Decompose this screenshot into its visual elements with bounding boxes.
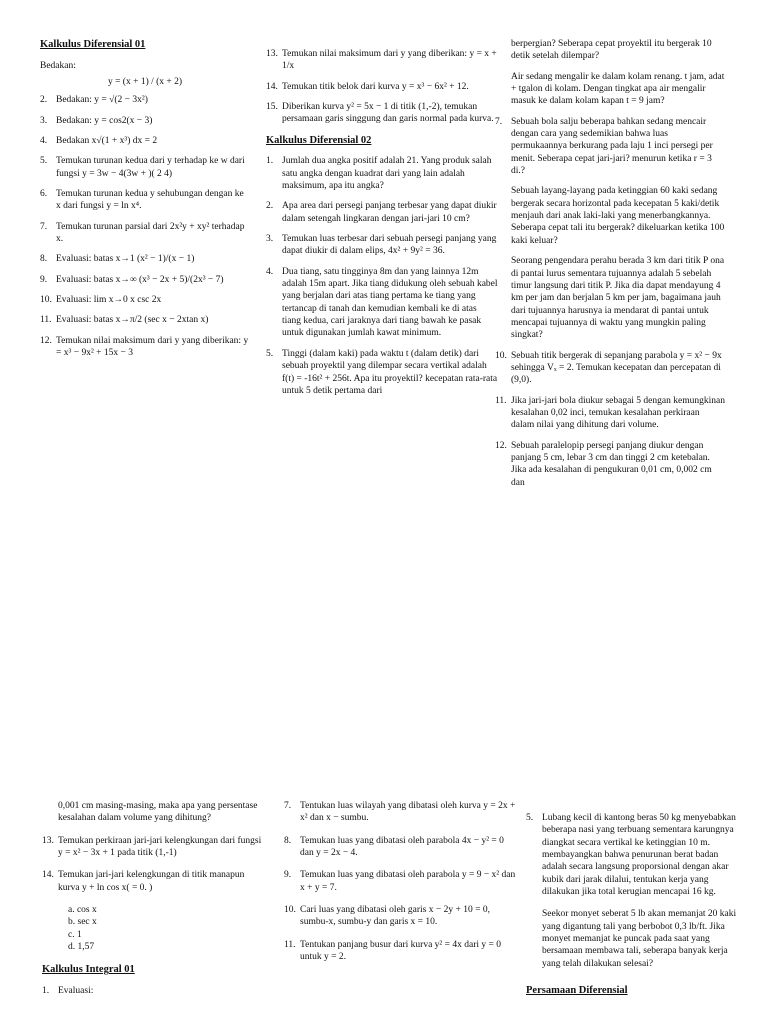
problem-text: Bedakan: y = cos2(x − 3) (56, 115, 153, 126)
problem-number: 1. (42, 986, 50, 997)
problem-item (495, 255, 725, 341)
problem-list (40, 94, 250, 359)
problem-number: 12. (40, 335, 52, 346)
problem-text: Sebuah bola salju beberapa bahkan sedang mencair dengan cara yang sedemikian bahwa luas permukaannya berkurang pada laju 1 inci persegi per menit. Seberapa cepat jari-jari? menurun ketika r = 3 di.? (511, 116, 713, 177)
problem-item (284, 800, 516, 825)
problem-item (266, 348, 498, 397)
problem-list (42, 985, 264, 997)
section-heading: Persamaan Diferensial (526, 985, 628, 997)
problem-text: Temukan luas yang dibatasi oleh parabola 4x − y² = 0 dan y = 2x − 4. (300, 835, 504, 859)
problem-item (495, 71, 725, 108)
problem-text: Tentukan luas wilayah yang dibatasi oleh kurva y = 2x + x² dan x − sumbu. (300, 801, 516, 824)
problem-item (40, 335, 250, 360)
problem-text: Temukan turunan kedua dari y terhadap ke w dari fungsi y = 3w − 4(3w + )( 2 4) (56, 156, 245, 179)
problem-list (495, 71, 725, 489)
problem-item (284, 939, 516, 964)
problem-text: Temukan nilai maksimum dari y yang diberikan: y = x³ − 9x² + 15x − 3 (56, 335, 249, 359)
problem-number: 14. (266, 81, 278, 92)
problem-number: 13. (42, 835, 54, 846)
problem-item (40, 115, 250, 127)
problem-text: Seekor monyet seberat 5 lb akan memanjat 20 kaki yang digantung tali yang berbobot 0,3 lb/ft. Jika monyet memanjat ke puncak pada saat yang bersamaan membawa tali, seberapa banyak kerja yang telah dilakukan selesai? (542, 909, 737, 969)
section-heading: Kalkulus Integral 01 (42, 964, 135, 976)
problem-text: Sebuah paralelopip persegi panjang diukur dengan panjang 5 cm, lebar 3 cm dan tinggi 2 cm ketebalan. Jika ada kesalahan di pengukuran 0,01 cm, 0,002 cm dan (511, 440, 712, 488)
problem-list (266, 48, 498, 126)
problem-number: 10. (40, 295, 52, 306)
answer-options (42, 904, 264, 953)
problem-item (40, 188, 250, 213)
problem-text: Temukan turunan parsial dari 2x²y + xy² terhadap x. (56, 221, 245, 245)
problem-item (40, 135, 250, 147)
problem-list (266, 155, 498, 397)
problem-text: Evaluasi: batas x→π/2 (sec x − 2xtan x) (56, 315, 209, 326)
problem-number: 2. (40, 95, 48, 106)
problem-number: 1. (266, 156, 274, 167)
problem-text: Diberikan kurva y² = 5x − 1 di titik (1,-2), temukan persamaan garis singgung dan garis normal pada kurva. (282, 102, 494, 125)
problem-text: Temukan luas terbesar dari sebuah persegi panjang yang dapat diukir di dalam elips, 4x² + 9y² = 36. (282, 234, 497, 257)
problem-item (266, 266, 498, 340)
problem-text: Cari luas yang dibatasi oleh garis x − 2y + 10 = 0, sumbu-x, sumbu-y dan garis x = 10. (300, 905, 490, 928)
section-heading: Kalkulus Diferensial 02 (266, 134, 372, 146)
problem-text: Sebuah layang-layang pada ketinggian 60 kaki sedang bergerak secara horizontal pada kecepatan 5 kaki/detik menjauh dari anak laki-laki yang menerbangkannya. Seberapa cepat tali itu bergerak? dikeluarkan ketika 100 kaki keluar? (511, 186, 725, 246)
problem-item (495, 116, 725, 178)
problem-number: 7. (495, 116, 503, 127)
problem-number: 6. (40, 189, 48, 200)
problem-text: Tinggi (dalam kaki) pada waktu t (dalam detik) dari sebuah proyektil yang dilempar secara vertikal adalah f(t) = -16t² + 256t. Apa itu proyektil? kecepatan rata-rata untuk 5 detik pertama dari (282, 348, 498, 396)
problem-text: Temukan titik belok dari kurva y = x³ − 6x² + 12. (282, 81, 469, 92)
answer-option: b. sec x (68, 917, 97, 928)
intro-formula: y = (x + 1) / (x + 2) (107, 76, 183, 87)
problem-list (42, 835, 264, 894)
answer-option: d. 1,57 (68, 942, 95, 953)
problem-number: 12. (495, 440, 507, 451)
problem-item (266, 200, 498, 225)
problem-text: Apa area dari persegi panjang terbesar yang dapat diukir dalam setengah lingkaran dengan jari-jari 10 cm? (282, 201, 497, 224)
problem-number: 7. (40, 221, 48, 232)
problem-number: 3. (266, 234, 274, 245)
problem-text: Jumlah dua angka positif adalah 21. Yang produk salah satu angka dengan kuadrat dari yang lain adalah maksimum, apa itu angka? (282, 156, 492, 192)
problem-item (266, 155, 498, 192)
problem-item (40, 314, 250, 326)
problem-text: Air sedang mengalir ke dalam kolam renang. t jam, adat + tgalon di kolam. Dengan tingkat apa air mengalir masuk ke dalam kolam kapan t = 9 jam? (511, 71, 725, 107)
problem-number: 11. (40, 315, 52, 326)
problem-number: 4. (266, 266, 274, 277)
problem-item (495, 440, 725, 489)
answer-option: a. cos x (68, 905, 97, 916)
problem-item (266, 233, 498, 258)
top-column-3 (495, 38, 725, 497)
problem-text: Evaluasi: (58, 986, 94, 997)
problem-text: Seorang pengendara perahu berada 3 km dari titik P ona di pantai lurus sementara tujuannya adalah 5 sebelah timur langsung dari titik P. Jika dia dapat mendayung 4 km per jam dan berjalan 5 km per jam, bagaimana jauh dari tujuannya harusnya ia mendarat di pantai untuk mencapai tujuannya di waktu yang mungkin paling singkat? (511, 256, 725, 341)
problem-number: 9. (40, 274, 48, 285)
problem-item (42, 869, 264, 894)
problem-text: Evaluasi: batas x→1 (x² − 1)/(x − 1) (56, 254, 195, 265)
problem-number: 14. (42, 870, 54, 881)
problem-text: Temukan jari-jari kelengkungan di titik manapun kurva y + ln cos x( = 0. ) (58, 870, 245, 893)
problem-item (40, 155, 250, 180)
problem-item (40, 221, 250, 246)
problem-text: Bedakan x√(1 + x³) dx = 2 (56, 136, 158, 147)
problem-text: Tentukan panjang busur dari kurva y² = 4x dari y = 0 untuk y = 2. (300, 939, 502, 963)
problem-text: Sebuah titik bergerak di sepanjang parabola y = x² − 9x sehingga Vₓ = 2. Temukan kecepatan dan percepatan di (9,0). (511, 350, 722, 386)
problem-item (40, 294, 250, 306)
problem-item (40, 274, 250, 286)
continued-text: 0,001 cm masing-masing, maka apa yang persentase kesalahan dalam volume yang dihitung? (58, 801, 258, 824)
problem-number: 5. (40, 156, 48, 167)
problem-text: Temukan turunan kedua y sehubungan dengan ke x dari fungsi y = ln x⁴. (56, 189, 244, 212)
problem-item (284, 869, 516, 894)
problem-number: 9. (284, 870, 292, 881)
problem-list (526, 812, 741, 970)
problem-item (526, 812, 741, 898)
problem-number: 7. (284, 801, 292, 811)
intro-text: Bedakan: (40, 60, 76, 71)
problem-item (42, 985, 264, 997)
problem-item (40, 253, 250, 265)
problem-number: 15. (266, 102, 278, 113)
problem-item (526, 908, 741, 970)
problem-item (266, 101, 498, 126)
problem-text: Jika jari-jari bola diukur sebagai 5 dengan kemungkinan kesalahan 0,02 inci, temukan kesalahan perkiraan dalam nilai yang dihitung dari volume. (511, 395, 725, 431)
problem-item (495, 185, 725, 247)
problem-number: 2. (266, 201, 274, 212)
problem-item (495, 395, 725, 432)
problem-item (42, 835, 264, 860)
problem-text: Temukan perkiraan jari-jari kelengkungan dari fungsi y = x² − 3x + 1 pada titik (1,-1) (58, 835, 262, 859)
problem-item (284, 904, 516, 929)
problem-text: Bedakan: y = √(2 − 3x²) (56, 95, 148, 106)
problem-number: 3. (40, 115, 48, 126)
problem-number: 13. (266, 49, 278, 59)
problem-text: Lubang kecil di kantong beras 50 kg menyebabkan beberapa nasi yang terbuang sementara karungnya diangkat secara vertikal ke ketinggian 10 m. membayangkan bahwa penurunan berat badan adalah secara langsung proporsional dengan akar kubik dari jarak dilalui, tentukan kerja yang dilakukan jika total kerugian mencapai 16 kg. (542, 813, 736, 898)
problem-text: Temukan luas yang dibatasi oleh parabola y = 9 − x² dan x + y = 7. (300, 870, 516, 893)
problem-item (266, 81, 498, 93)
problem-text: Temukan nilai maksimum dari y yang diberikan: y = x + 1/x (282, 49, 497, 72)
problem-text: Dua tiang, satu tingginya 8m dan yang lainnya 12m adalah 15m apart. Jika tiang didukung oleh sebuah kabel yang berjalan dari atas tiang pertama ke tiang yang tertancap di tanah dan kemudian kembali ke di atas tiang kedua, cari jaraknya dari tiang bawah ke pasak untuk digunakan jumlah kawat minimum. (282, 266, 498, 339)
problem-item (495, 350, 725, 387)
answer-option: c. 1 (68, 929, 82, 940)
problem-text: Evaluasi: batas x→∞ (x³ − 2x + 5)/(2x³ − 7) (56, 274, 224, 285)
bottom-column-3 (526, 812, 741, 1006)
problem-number: 10. (284, 905, 296, 916)
problem-item (266, 48, 498, 73)
problem-item (40, 94, 250, 106)
problem-item (284, 835, 516, 860)
problem-list (284, 800, 516, 963)
problem-number: 5. (266, 348, 274, 359)
continued-text: berpergian? Seberapa cepat proyektil itu bergerak 10 detik setelah dilempar? (511, 39, 712, 62)
problem-number: 8. (40, 254, 48, 265)
top-column-2 (266, 48, 498, 405)
problem-number: 8. (284, 835, 292, 846)
problem-number: 4. (40, 136, 48, 147)
problem-text: Evaluasi: lim x→0 x csc 2x (56, 295, 162, 306)
bottom-column-1 (42, 800, 264, 1007)
problem-number: 10. (495, 350, 507, 361)
section-heading: Kalkulus Diferensial 01 (40, 39, 146, 50)
problem-number: 11. (495, 395, 507, 406)
bottom-column-2 (284, 800, 516, 973)
top-column-1 (40, 38, 250, 367)
problem-number: 5. (526, 813, 534, 823)
problem-number: 11. (284, 939, 296, 950)
